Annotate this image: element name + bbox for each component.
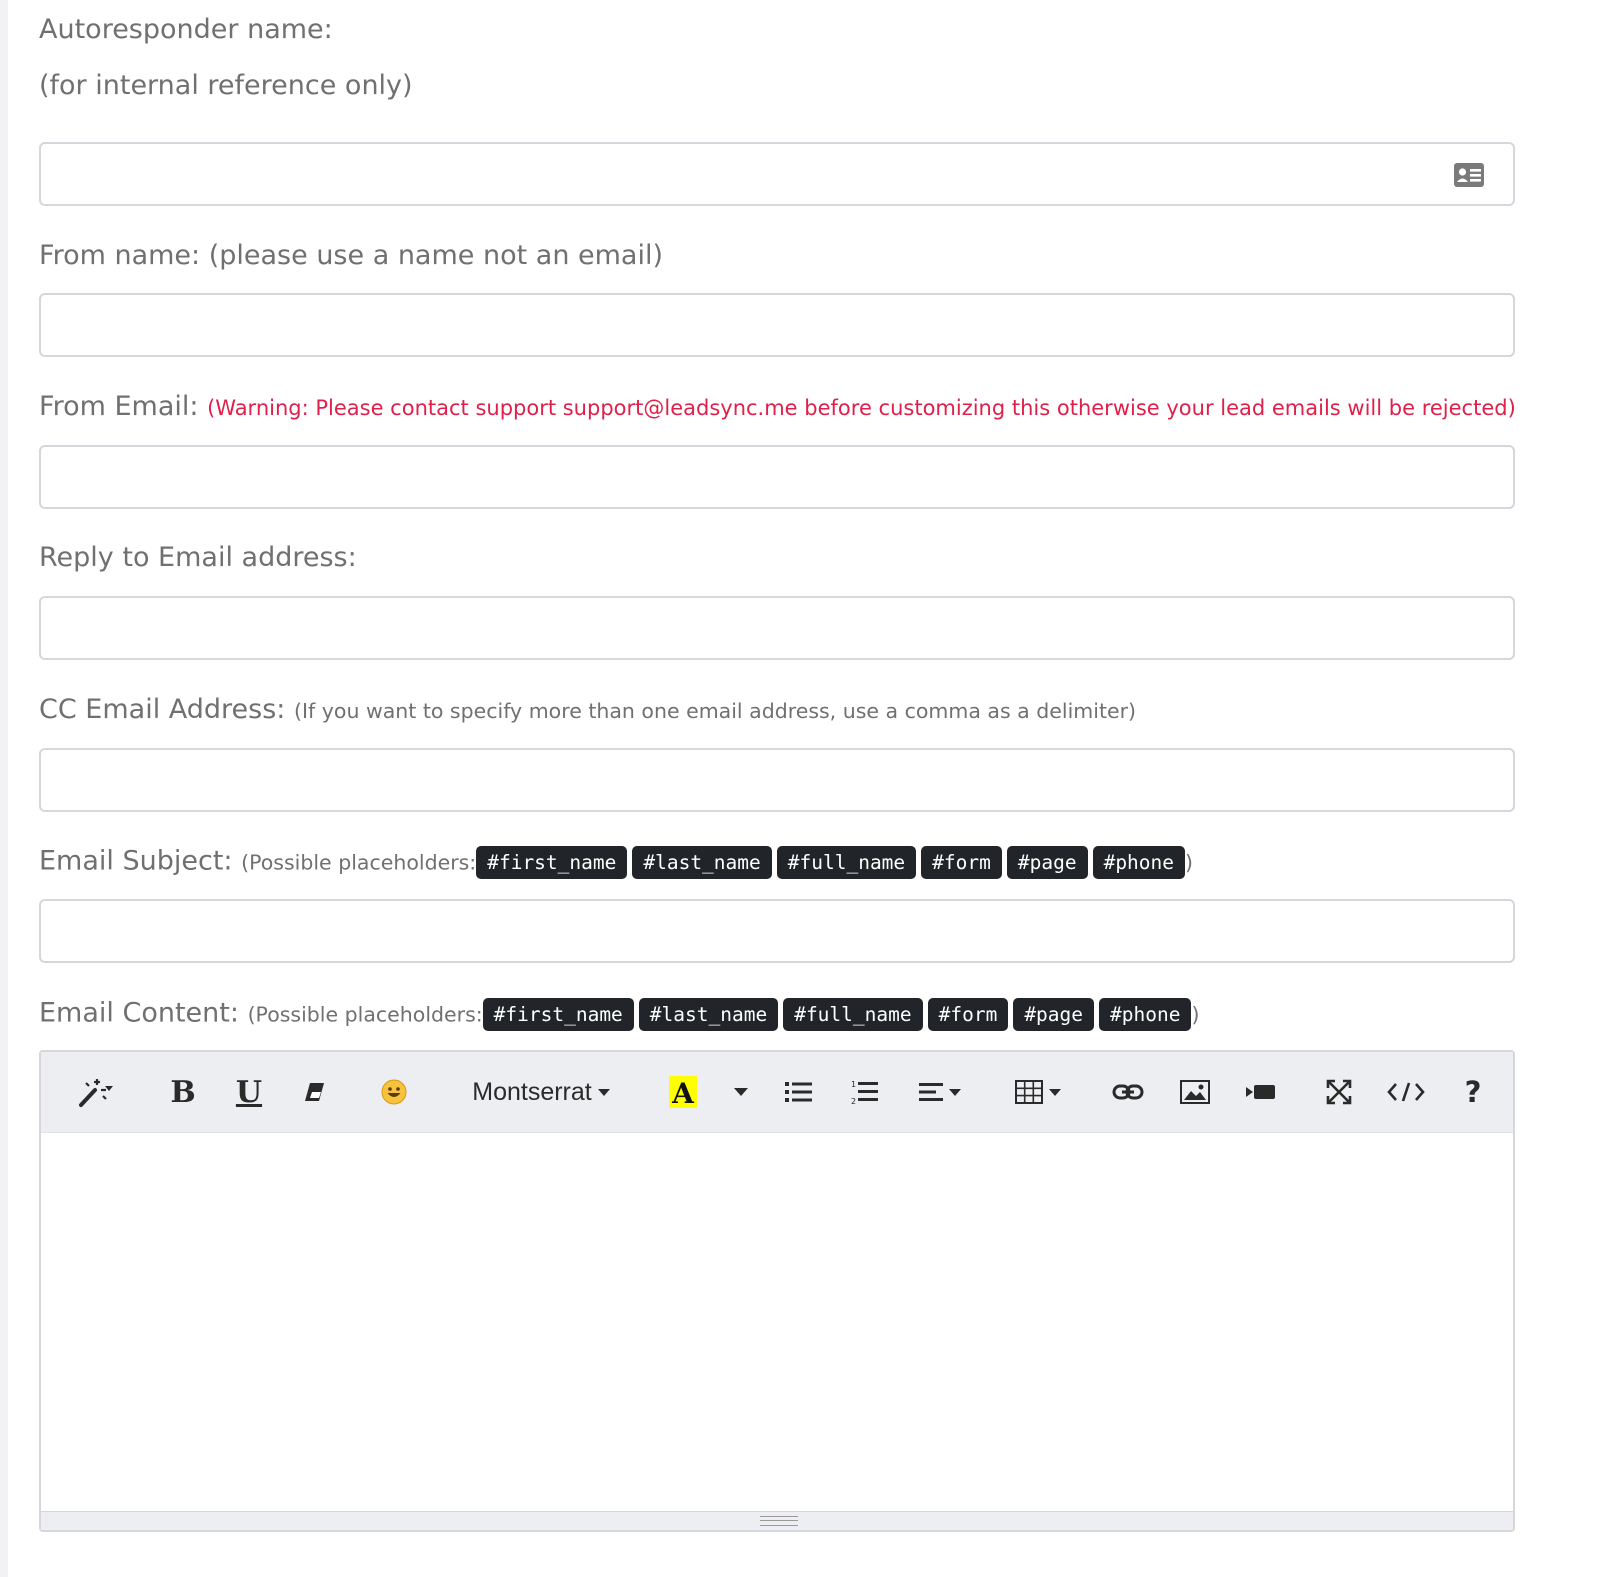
from-name-field[interactable] xyxy=(39,293,1515,357)
content-note: (Possible placeholders: xyxy=(247,1002,483,1027)
highlight-color-button[interactable] xyxy=(663,1072,703,1112)
autoresponder-name-label: Autoresponder name: xyxy=(39,14,333,45)
video-icon xyxy=(1246,1083,1276,1101)
link-icon xyxy=(1112,1082,1144,1102)
from-name-input[interactable] xyxy=(41,295,1513,355)
cc-input[interactable] xyxy=(41,750,1513,810)
highlight-color-icon xyxy=(669,1076,697,1108)
fullscreen-button[interactable] xyxy=(1317,1072,1361,1112)
placeholder-chip: #form xyxy=(921,846,1002,879)
from-email-warning: (Warning: Please contact support support@leadsync.me before customizing this otherwise your lead emails will be rejected) xyxy=(207,396,1516,420)
emoji-button[interactable] xyxy=(371,1072,417,1112)
autoresponder-name-note: (for internal reference only) xyxy=(39,70,413,101)
placeholder-chip: #form xyxy=(928,998,1009,1031)
autoresponder-name-field[interactable] xyxy=(39,142,1515,206)
bold-icon: B xyxy=(170,1074,196,1110)
placeholder-chip: #last_name xyxy=(632,846,771,879)
magic-wand-icon xyxy=(77,1076,113,1108)
subject-placeholder-chips xyxy=(476,845,1185,879)
video-button[interactable] xyxy=(1239,1072,1283,1112)
magic-wand-button[interactable] xyxy=(65,1072,125,1112)
color-dropdown-icon xyxy=(734,1088,748,1096)
placeholder-chip: #page xyxy=(1007,846,1088,879)
from-name-label: From name: (please use a name not an email) xyxy=(39,240,664,271)
cc-label: CC Email Address: (If you want to specify more than one email address, use a comma as a delimiter) xyxy=(39,694,1137,725)
table-dropdown-button[interactable] xyxy=(1009,1072,1067,1112)
content-placeholder-chips xyxy=(483,997,1192,1031)
picture-icon xyxy=(1180,1080,1210,1104)
font-family-value: Montserrat xyxy=(472,1077,592,1106)
from-email-label: From Email: (Warning: Please contact support support@leadsync.me before customizing this otherwise your lead emails will be rejected) xyxy=(39,391,1516,422)
subject-label: Email Subject: (Possible placeholders: #first_name #last_name #full_name #form #page #phone ) xyxy=(39,845,1193,879)
code-view-icon xyxy=(1387,1081,1425,1103)
subject-note: (Possible placeholders: xyxy=(241,850,477,875)
unordered-list-button[interactable] xyxy=(777,1072,821,1112)
placeholder-chip: #phone xyxy=(1093,846,1185,879)
editor-toolbar xyxy=(41,1052,1513,1133)
grip-icon xyxy=(760,1516,798,1526)
link-button[interactable] xyxy=(1105,1072,1151,1112)
editor-content-area[interactable] xyxy=(41,1132,1513,1512)
reply-to-field[interactable] xyxy=(39,596,1515,660)
font-family-dropdown[interactable] xyxy=(451,1072,631,1112)
code-view-button[interactable] xyxy=(1381,1072,1431,1112)
cc-note: (If you want to specify more than one email address, use a comma as a delimiter) xyxy=(294,699,1137,723)
eraser-button[interactable] xyxy=(293,1072,337,1112)
color-dropdown-button[interactable] xyxy=(725,1072,757,1112)
underline-icon: U xyxy=(235,1074,263,1110)
help-button[interactable] xyxy=(1451,1072,1495,1112)
placeholder-chip: #first_name xyxy=(483,998,634,1031)
left-border xyxy=(0,0,8,1577)
ordered-list-icon xyxy=(851,1079,879,1105)
unordered-list-icon xyxy=(785,1080,813,1104)
subject-note-close: ) xyxy=(1185,850,1194,875)
svg-text:2: 2 xyxy=(851,1097,857,1105)
table-icon xyxy=(1015,1080,1043,1104)
content-note-close: ) xyxy=(1191,1002,1200,1027)
eraser-icon xyxy=(302,1079,328,1105)
reply-to-input[interactable] xyxy=(41,598,1513,658)
editor-resize-handle[interactable] xyxy=(41,1511,1513,1530)
placeholder-chip: #phone xyxy=(1099,998,1191,1031)
content-label: Email Content: (Possible placeholders: #first_name #last_name #full_name #form #page #phone ) xyxy=(39,997,1199,1031)
fullscreen-icon xyxy=(1326,1079,1352,1105)
subject-input[interactable] xyxy=(41,901,1513,961)
placeholder-chip: #full_name xyxy=(777,846,916,879)
placeholder-chip: #page xyxy=(1013,998,1094,1031)
placeholder-chip: #full_name xyxy=(783,998,922,1031)
reply-to-label: Reply to Email address: xyxy=(39,542,357,573)
autoresponder-name-input[interactable] xyxy=(41,144,1513,204)
chevron-down-icon xyxy=(598,1089,610,1096)
emoji-icon xyxy=(381,1079,407,1105)
email-content-editor xyxy=(39,1050,1515,1532)
align-dropdown-button[interactable] xyxy=(911,1072,969,1112)
svg-text:A: A xyxy=(672,1077,694,1108)
ordered-list-button[interactable] xyxy=(843,1072,887,1112)
help-icon: ? xyxy=(1464,1075,1482,1109)
from-email-field[interactable] xyxy=(39,445,1515,509)
from-email-input[interactable] xyxy=(41,447,1513,507)
align-icon xyxy=(919,1081,943,1103)
placeholder-chip: #last_name xyxy=(639,998,778,1031)
chevron-down-icon xyxy=(1049,1089,1061,1096)
picture-button[interactable] xyxy=(1173,1072,1217,1112)
contact-card-icon[interactable] xyxy=(1453,162,1485,188)
cc-field[interactable] xyxy=(39,748,1515,812)
chevron-down-icon xyxy=(949,1089,961,1096)
placeholder-chip: #first_name xyxy=(476,846,627,879)
svg-text:1: 1 xyxy=(851,1080,857,1089)
bold-button[interactable] xyxy=(161,1072,205,1112)
subject-field[interactable] xyxy=(39,899,1515,963)
underline-button[interactable] xyxy=(227,1072,271,1112)
